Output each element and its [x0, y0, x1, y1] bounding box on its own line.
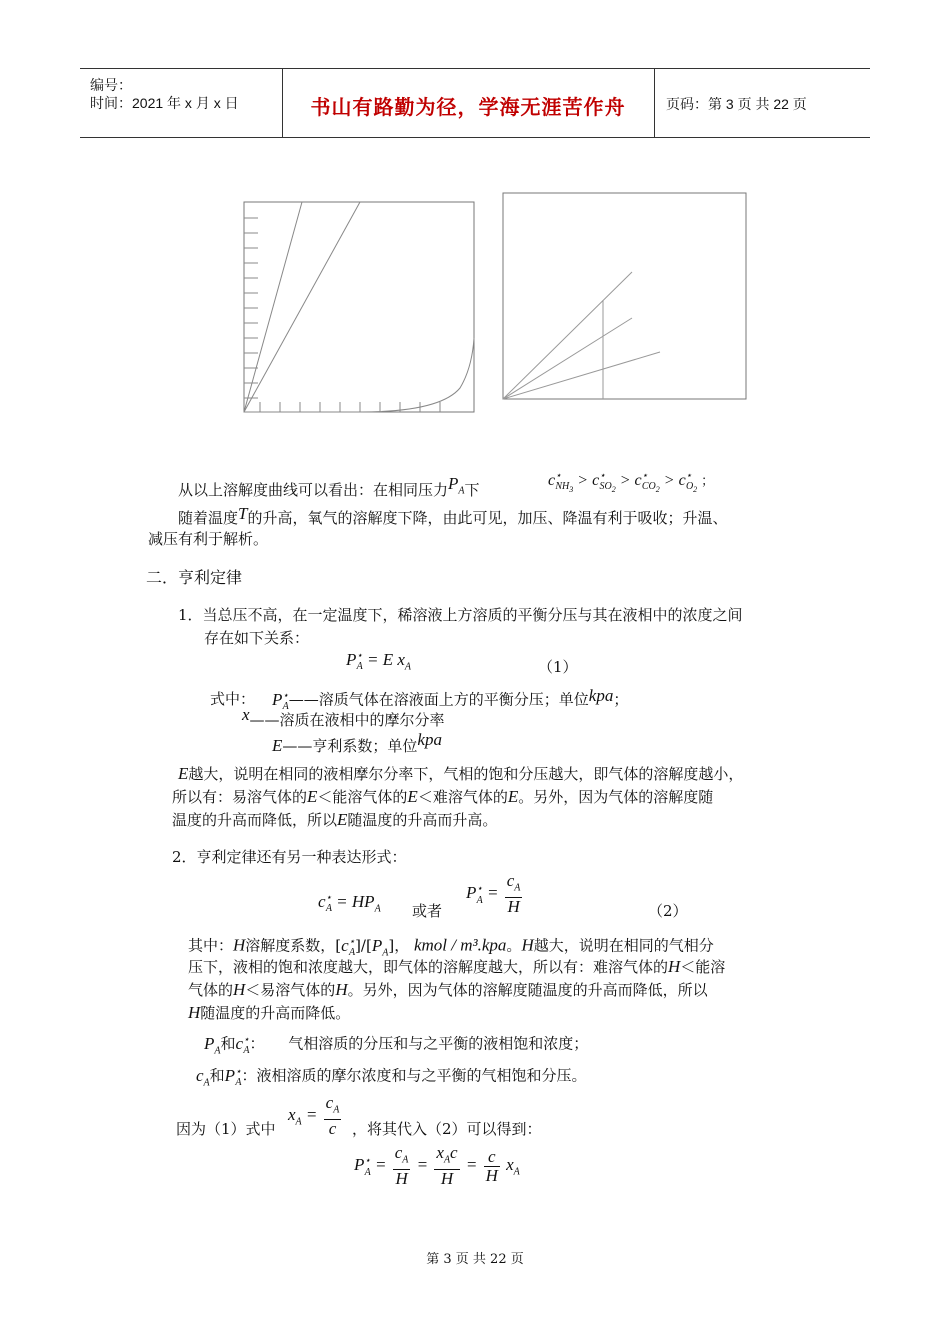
definition-intro: 式中：: [210, 690, 256, 708]
solubility-chart-right: [500, 190, 750, 402]
because-line-cont: ，将其代入（2）可以得到：: [352, 1120, 542, 1138]
equation-xa: $x_A$ = $\frac{c_A}{c}$: [288, 1093, 340, 1139]
h-para-line2: 压下，液相的饱和浓度越大，即气体的溶解度越大，所以有：难溶气体的H＜能溶: [188, 957, 726, 976]
text-segment: 下: [464, 481, 480, 499]
definition-p: $P^⋆_A——$溶质气体在溶液面上方的平衡分压；单位kpa；: [272, 685, 629, 713]
text-segment: 温度的升高而降低，所以: [172, 811, 338, 829]
text-segment: ]，: [388, 936, 410, 955]
curve-line-2: [244, 202, 360, 412]
x-ticks: [260, 402, 440, 412]
doc-number-label: 编号：: [90, 77, 132, 93]
text-segment: 。: [506, 936, 522, 955]
h-para-line1: 其中：H溶解度系数，$[c^⋆_A]/[P_A]$， kmol / m³.kpa。H越大，说明在相同的气相分: [188, 935, 714, 959]
chart-frame: [244, 202, 474, 412]
equation-1-number: （1）: [538, 658, 578, 676]
line-b: [503, 318, 632, 399]
h-para-line4: H随温度的升高而降低。: [188, 1003, 351, 1022]
text-segment: 液相溶质的摩尔浓度和与之平衡的气相饱和分压。: [256, 1066, 587, 1085]
page-info: 页码：第 3 页 共 22 页: [666, 96, 807, 112]
solubility-chart-left: [240, 198, 480, 418]
para-temperature: 随着温度T的升高，氧气的溶解度下降，由此可见，加压、降温有利于吸收；升温、: [178, 504, 728, 527]
unit-kpa: kpa: [417, 730, 442, 749]
text-segment: 和: [220, 1034, 236, 1053]
h-para-line3: 气体的H＜易溶气体的H。另外，因为气体的溶解度随温度的升高而降低，所以: [188, 980, 708, 999]
item1-line1: 1．当总压不高，在一定温度下，稀溶液上方溶质的平衡分压与其在液相中的浓度之间: [178, 606, 743, 624]
text-segment: 。另外，因为气体的溶解度随温度的升高而降低，所以: [347, 981, 708, 999]
text-segment: 随温度的升高而降低。: [200, 1004, 351, 1022]
header-divider: [654, 69, 655, 137]
para-solubility-compare: 从以上溶解度曲线可以看出：在相同压力$P_A$下: [178, 474, 480, 499]
equation-final: $P^⋆_A$ = $\frac{c_A}{H}$ = $\frac{x_Ac}{H}$ = $\frac{c}{H}$ $x_A$: [354, 1143, 520, 1189]
text-segment: ——溶质气体在溶液面上方的平衡分压；单位: [288, 690, 589, 709]
definition-x: x——溶质在液相中的摩尔分率: [242, 705, 445, 729]
unit-h: kmol / m³.kpa: [413, 935, 507, 955]
text-segment: 气体的: [188, 981, 234, 999]
y-ticks: [244, 218, 258, 398]
e-para-line3: 温度的升高而降低，所以E随温度的升高而升高。: [172, 810, 498, 829]
text-segment: ＜能溶气体的: [317, 788, 408, 806]
or-label: 或者: [412, 902, 443, 920]
section-title-henry: 二．亨利定律: [146, 568, 243, 587]
e-para-line2: 所以有：易溶气体的E＜能溶气体的E＜难溶气体的E。另外，因为气体的溶解度随: [172, 787, 714, 806]
text-segment: ——亨利系数；单位: [282, 737, 418, 755]
para-temperature-cont: 减压有利于解析。: [148, 530, 269, 548]
text-segment: 所以有：易溶气体的: [172, 788, 308, 806]
equation-2a: $c^⋆_A = HP_A$: [318, 892, 381, 915]
doc-time-label: 时间：2021 年 x 月 x 日: [90, 95, 239, 111]
text-segment: 的升高，氧气的溶解度下降，由此可见，加压、降温有利于吸收；升温、: [247, 509, 728, 527]
text-segment: 随着温度: [178, 509, 239, 527]
text-segment: 随温度的升高而升高。: [347, 811, 498, 829]
solubility-order-formula: $c^⋆_{NH_3} > c^⋆_{SO_2} > c^⋆_{CO_2} > c^⋆_{O_2}$ ；: [548, 470, 715, 495]
because-line: [176, 1118, 276, 1141]
header-table: [80, 68, 870, 138]
pa-ca-definition: $P_A$和$c^⋆_A$： 气相溶质的分压和与之平衡的液相饱和浓度；: [204, 1033, 589, 1057]
motto: 书山有路勤为径，学海无涯苦作舟: [310, 97, 626, 119]
chart-frame: [503, 193, 746, 399]
text-segment: 从以上溶解度曲线可以看出：在相同压力: [178, 481, 449, 499]
ca-pa-definition: $c_A$和$P^⋆_A$：液相溶质的摩尔浓度和与之平衡的气相饱和分压。: [196, 1065, 587, 1089]
text-segment: 其中：: [188, 936, 234, 955]
unit-kpa: kpa: [588, 685, 614, 705]
text-segment: 气相溶质的分压和与之平衡的液相饱和浓度；: [288, 1034, 589, 1053]
page-footer: 第 3 页 共 22 页: [426, 1252, 524, 1267]
text-segment: ]/[: [355, 936, 372, 955]
definition-e: E——亨利系数；单位kpa: [272, 730, 442, 755]
text-segment: 越大，说明在相同的气相分: [533, 936, 714, 955]
text-segment: ＜能溶: [680, 958, 726, 976]
text-segment: 。另外，因为气体的溶解度随: [518, 788, 714, 806]
text-segment: 因为（1）式中: [176, 1120, 276, 1138]
text-segment: ——溶质在液相中的摩尔分率: [249, 711, 445, 729]
text-segment: ＜难溶气体的: [417, 788, 508, 806]
text-segment: 越大，说明在相同的液相摩尔分率下，气相的饱和分压越大，即气体的溶解度越小，: [188, 765, 744, 783]
equation-2-number: （2）: [648, 902, 688, 920]
e-para-line1: E越大，说明在相同的液相摩尔分率下，气相的饱和分压越大，即气体的溶解度越小，: [178, 764, 744, 783]
equation-2b: $P^⋆_A$ = $\frac{c_A}{H}$: [466, 871, 521, 917]
text-segment: 溶解度系数，[: [245, 936, 342, 955]
item2-line: 2．亨利定律还有另一种表达形式：: [172, 848, 407, 866]
text-segment: 和: [209, 1066, 225, 1085]
item1-line2: 存在如下关系：: [204, 629, 310, 647]
text-segment: 压下，液相的饱和浓度越大，即气体的溶解度越大，所以有：难溶气体的: [188, 958, 669, 976]
equation-1: $P^⋆_A = E$ $x_A$: [346, 650, 412, 673]
text-segment: ＜易溶气体的: [245, 981, 336, 999]
